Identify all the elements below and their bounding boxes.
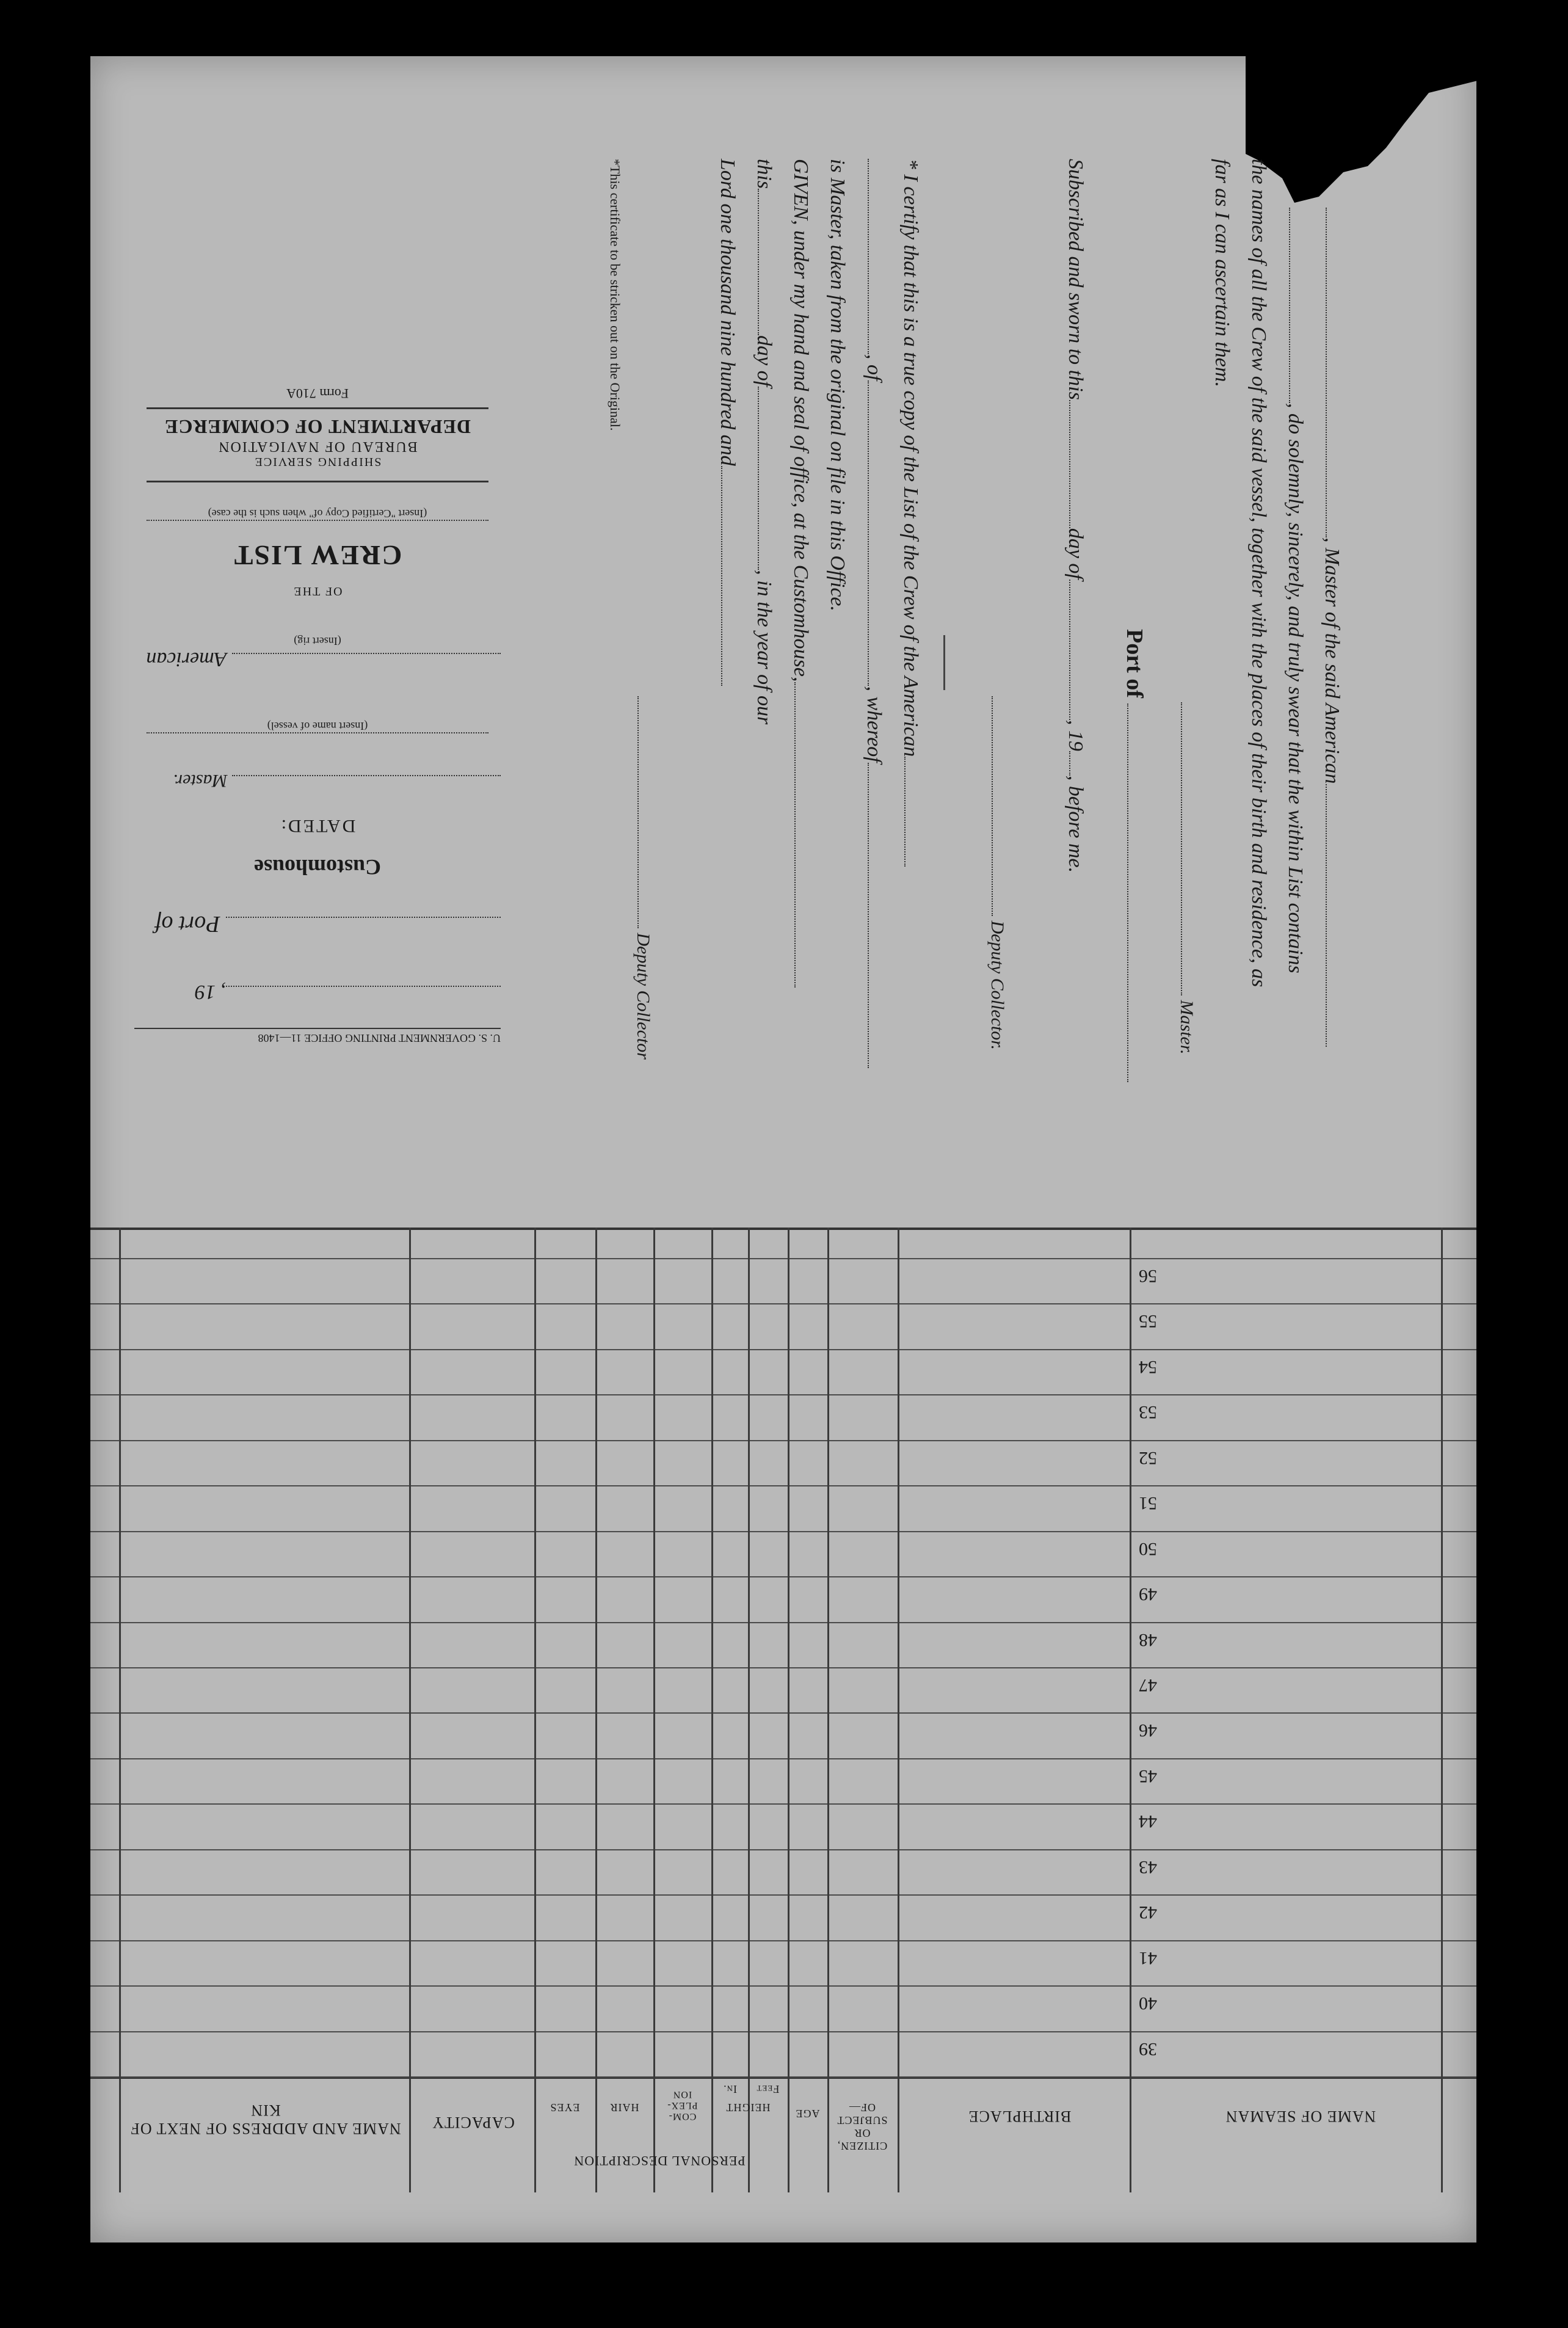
row-number: 48 xyxy=(1139,1629,1157,1650)
table-row-line xyxy=(90,1485,1476,1486)
col-line xyxy=(409,1228,411,2192)
table-row-line xyxy=(90,1622,1476,1623)
cover-dated: DATED: xyxy=(279,816,356,836)
col-line xyxy=(119,1228,121,2192)
header-age: AGE xyxy=(795,2108,820,2120)
row-number: 55 xyxy=(1139,1311,1157,1332)
cover-dept: DEPARTMENT OF COMMERCE xyxy=(164,416,471,438)
oath-line-2: , do solemnly, sincerely, and truly swear that the within List contains xyxy=(1283,208,1307,973)
header-height: HEIGHT xyxy=(725,2101,771,2114)
row-number: 43 xyxy=(1139,1857,1157,1877)
certificate-line-2: , of, whereof xyxy=(862,159,885,1068)
oath-port: Port of xyxy=(1121,629,1148,1082)
row-number: 45 xyxy=(1139,1766,1157,1786)
oath-line-4: far as I can ascertain them. xyxy=(1211,159,1233,387)
header-personal: PERSONAL DESCRIPTION xyxy=(573,2153,746,2169)
oath-master-signature: Master. xyxy=(1176,702,1197,1055)
cover-port: Port of xyxy=(134,911,501,937)
row-number: 56 xyxy=(1139,1266,1157,1286)
col-line xyxy=(898,1228,899,2192)
row-number: 44 xyxy=(1139,1811,1157,1832)
cover-year: , 19 xyxy=(134,980,501,1003)
table-row-line xyxy=(90,1258,1476,1259)
row-number: 54 xyxy=(1139,1356,1157,1377)
certificate-line-5: thisday of, in the year of our xyxy=(753,159,775,725)
table-row-line xyxy=(90,1803,1476,1805)
table-row-line xyxy=(90,1303,1476,1304)
col-line xyxy=(711,1228,713,2192)
header-complexion: COM- PLEX- ION xyxy=(667,2089,698,2122)
table-row-line xyxy=(90,1985,1476,1987)
certificate-line-1: * I certify that this is a true copy of the List of the Crew of the American xyxy=(899,159,922,867)
col-line xyxy=(1441,1228,1443,2192)
col-line xyxy=(788,1228,789,2192)
printer-mark: U. S. GOVERNMENT PRINTING OFFICE 11—1408 xyxy=(134,1028,501,1044)
row-number: 53 xyxy=(1139,1402,1157,1423)
table-row-line xyxy=(90,1531,1476,1532)
header-citizen: CITIZEN, OR SUBJECT OF— xyxy=(837,2101,888,2152)
cover-customhouse: Customhouse xyxy=(253,855,382,879)
row-number: 41 xyxy=(1139,1948,1157,1968)
table-row-line xyxy=(90,1849,1476,1850)
table-row-line xyxy=(90,1758,1476,1759)
header-feet: Feet xyxy=(756,2083,780,2095)
row-number: 51 xyxy=(1139,1493,1157,1514)
table-row-line xyxy=(90,1894,1476,1896)
table-row-line xyxy=(90,1576,1476,1577)
insert-vessel-note: (Insert name of vessel) xyxy=(267,720,368,732)
table-row-line xyxy=(90,1667,1476,1668)
row-number: 52 xyxy=(1139,1447,1157,1468)
header-capacity: CAPACITY xyxy=(432,2114,515,2131)
col-line xyxy=(827,1228,829,2192)
oath-deputy: Deputy Collector. xyxy=(987,696,1007,1050)
header-next-of-kin: NAME AND ADDRESS OF NEXT OF KIN xyxy=(130,2101,401,2137)
row-number: 49 xyxy=(1139,1584,1157,1605)
table-top-rule xyxy=(90,1228,1476,1230)
table-row-line xyxy=(90,2031,1476,2032)
cover-master: Master. xyxy=(134,770,501,791)
row-number: 39 xyxy=(1139,2039,1157,2059)
row-number: 40 xyxy=(1139,1993,1157,2014)
cover-form-no: Form 710A xyxy=(286,386,349,401)
col-line xyxy=(595,1228,597,2192)
header-birthplace: BIRTHPLACE xyxy=(968,2108,1072,2125)
row-number: 42 xyxy=(1139,1902,1157,1923)
table-row-line xyxy=(90,1349,1476,1350)
torn-corner xyxy=(1246,56,1478,203)
cover-panel xyxy=(134,293,501,1050)
col-line xyxy=(653,1228,655,2192)
col-line xyxy=(534,1228,536,2192)
cover-service: SHIPPING SERVICE xyxy=(253,455,382,468)
cover-of-the: OF THE xyxy=(292,584,343,598)
table-row-line xyxy=(90,1394,1476,1395)
cover-title: CREW LIST xyxy=(233,540,402,571)
table-row-line xyxy=(90,1440,1476,1441)
cover-bureau: BUREAU OF NAVIGATION xyxy=(217,438,418,454)
divider-short xyxy=(943,635,945,690)
col-line xyxy=(748,1228,750,2192)
header-hair: HAIR xyxy=(609,2101,639,2114)
col-line xyxy=(1130,1228,1131,2192)
row-number: 47 xyxy=(1139,1675,1157,1695)
insert-certified-note: (Insert "Certified Copy of" when such is the case) xyxy=(208,507,427,520)
header-eyes: EYES xyxy=(550,2101,580,2114)
certificate-footnote: *This certificate to be stricken out on the Original. xyxy=(608,159,623,431)
oath-subscribed: Subscribed and sworn to thisday of, 19, before me. xyxy=(1064,159,1087,873)
oath-line-1: , Master of the said American xyxy=(1320,208,1343,1047)
certificate-line-6: Lord one thousand nine hundred and xyxy=(716,159,739,686)
row-number: 46 xyxy=(1139,1720,1157,1741)
certificate-line-3: is Master, taken from the original on file in this Office. xyxy=(826,159,849,612)
header-in: In. xyxy=(723,2083,737,2095)
insert-rig-note: (Insert rig) xyxy=(294,635,341,647)
header-name: NAME OF SEAMAN xyxy=(1225,2108,1376,2125)
table-row-line xyxy=(90,1940,1476,1941)
table-row-line xyxy=(90,2076,1476,2078)
certificate-line-4: GIVEN, under my hand and seal of office, at the Customhouse, xyxy=(789,159,812,988)
row-number: 50 xyxy=(1139,1538,1157,1559)
table-row-line xyxy=(90,1712,1476,1714)
certificate-deputy: Deputy Collector xyxy=(633,696,653,1060)
cover-american: American xyxy=(134,647,501,671)
oath-line-3: the names of all the Crew of the said vessel, together with the places of their birth and residence, as xyxy=(1247,159,1270,988)
